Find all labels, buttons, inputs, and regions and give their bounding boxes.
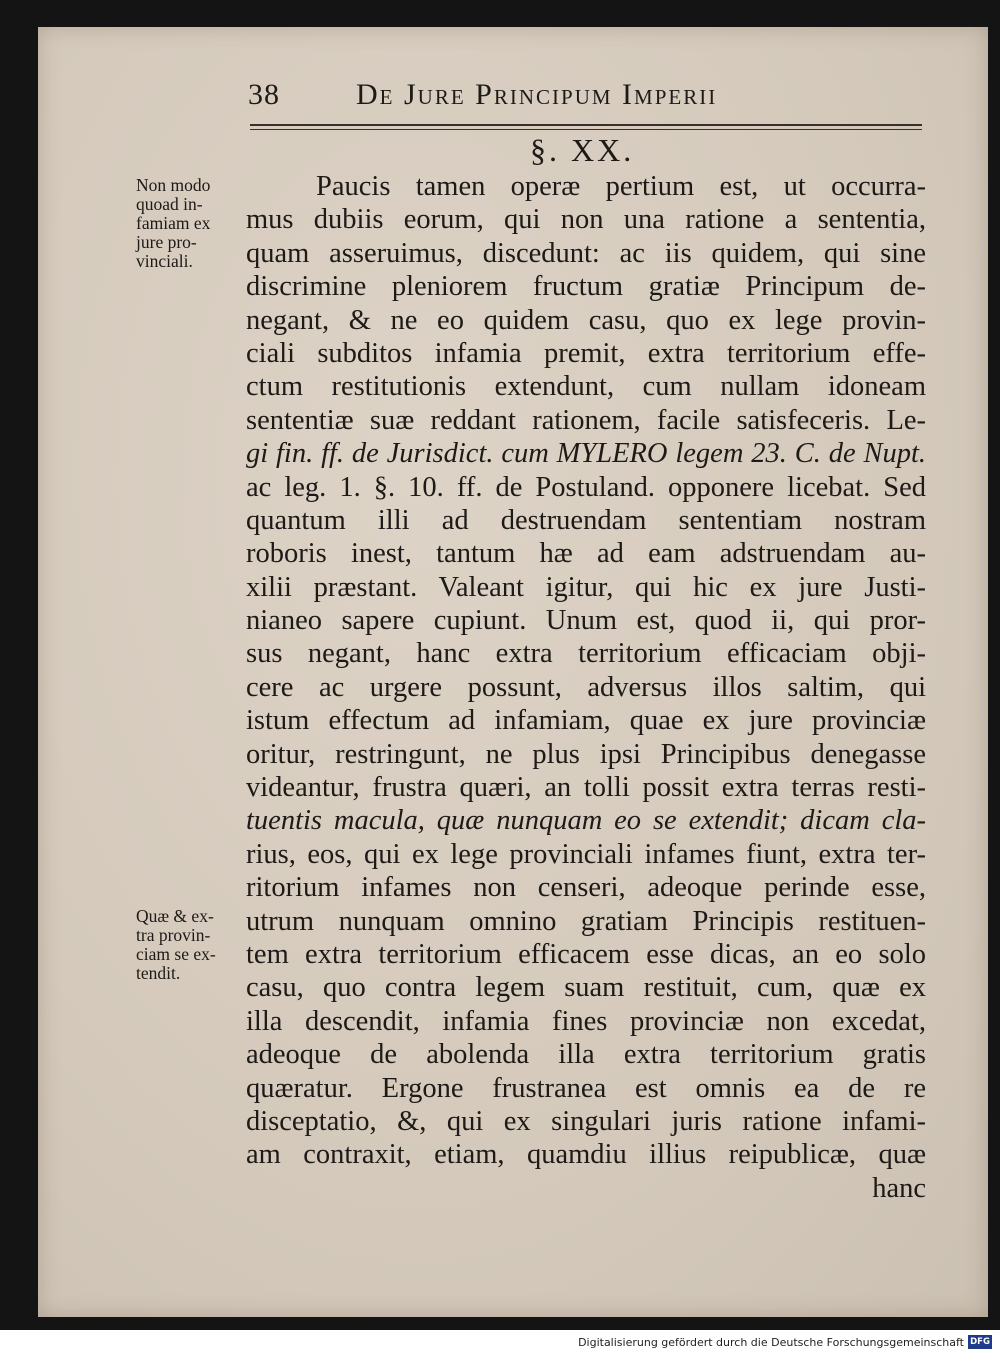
body-text <box>246 170 926 1205</box>
text-line: adeoque de abolenda illa extra territorium gratis <box>246 1039 926 1071</box>
text-line: mus dubiis eorum, qui non una ratione a sententia, <box>246 204 926 236</box>
page-header <box>248 78 928 118</box>
text-line: Paucis tamen operæ pertium est, ut occurra- <box>316 171 926 202</box>
text-line: negant, & ne eo quidem casu, quo ex lege provin- <box>246 304 926 336</box>
text-line: quam asseruimus, discedunt: ac iis quidem, qui sine <box>246 237 926 269</box>
footer <box>0 1331 1000 1353</box>
text-line: ac leg. 1. §. 10. ff. de Postuland. opponere licebat. Sed <box>246 471 926 503</box>
margin-note: Quæ & ex- tra provin- ciam se ex- tendit. <box>136 906 216 983</box>
text-line: gi fin. ff. de Jurisdict. cum MYLERO legem 23. C. de Nupt. <box>246 438 926 470</box>
text-line: sententiæ suæ reddant rationem, facile satisfeceris. Le- <box>246 404 926 436</box>
text-line: videantur, frustra quæri, an tolli possit extra terras resti- <box>246 772 926 804</box>
text-line: discrimine pleniorem fructum gratiæ Principum de- <box>246 271 926 303</box>
dfg-logo: DFG <box>968 1335 992 1349</box>
text-line: ctum restitutionis extendunt, cum nullam idoneam <box>246 371 926 403</box>
text-line: ciali subditos infamia premit, extra territorium effe- <box>246 337 926 369</box>
page-number: 38 <box>248 78 280 111</box>
text-line: quæratur. Ergone frustranea est omnis ea de re <box>246 1072 926 1104</box>
text-line: oritur, restringunt, ne plus ipsi Principibus denegasse <box>246 738 926 770</box>
text-line: utrum nunquam omnino gratiam Principis restituen- <box>246 905 926 937</box>
section-heading: §. XX. <box>530 132 635 168</box>
text-line: cere ac urgere possunt, adversus illos saltim, qui <box>246 671 926 703</box>
text-line: nianeo sapere cupiunt. Unum est, quod ii, qui pror- <box>246 605 926 637</box>
text-line: xilii præstant. Valeant igitur, qui hic ex jure Justi- <box>246 571 926 603</box>
text-line: sus negant, hanc extra territorium efficaciam obji- <box>246 638 926 670</box>
text-line: tuentis macula, quæ nunquam eo se extendit; dicam cla- <box>246 805 926 837</box>
text-line: tem extra territorium efficacem esse dicas, an eo solo <box>246 938 926 970</box>
funding-credit: Digitalisierung gefördert durch die Deutsche Forschungsgemeinschaft <box>578 1336 964 1349</box>
text-line: quantum illi ad destruendam sententiam nostram <box>246 504 926 536</box>
text-line: ritorium infames non censeri, adeoque perinde esse, <box>246 872 926 904</box>
margin-note: Non modo quoad in- famiam ex jure pro- vinciali. <box>136 175 211 271</box>
text-line: rius, eos, qui ex lege provinciali infames fiunt, extra ter- <box>246 838 926 870</box>
text-line: istum effectum ad infamiam, quae ex jure provinciæ <box>246 705 926 737</box>
running-title: De Jure Principum Imperii <box>356 78 718 111</box>
text-line: casu, quo contra legem suam restituit, cum, quæ ex <box>246 972 926 1004</box>
text-line: disceptatio, &, qui ex singulari juris ratione infami- <box>246 1105 926 1137</box>
header-rule <box>250 124 922 126</box>
text-line: am contraxit, etiam, quamdiu illius reipublicæ, quæ <box>246 1139 926 1171</box>
text-line: roboris inest, tantum hæ ad eam adstruendam au- <box>246 538 926 570</box>
header-rule-thin <box>250 129 922 130</box>
catchword: hanc <box>872 1172 926 1204</box>
text-line: illa descendit, infamia fines provinciæ non excedat, <box>246 1005 926 1037</box>
